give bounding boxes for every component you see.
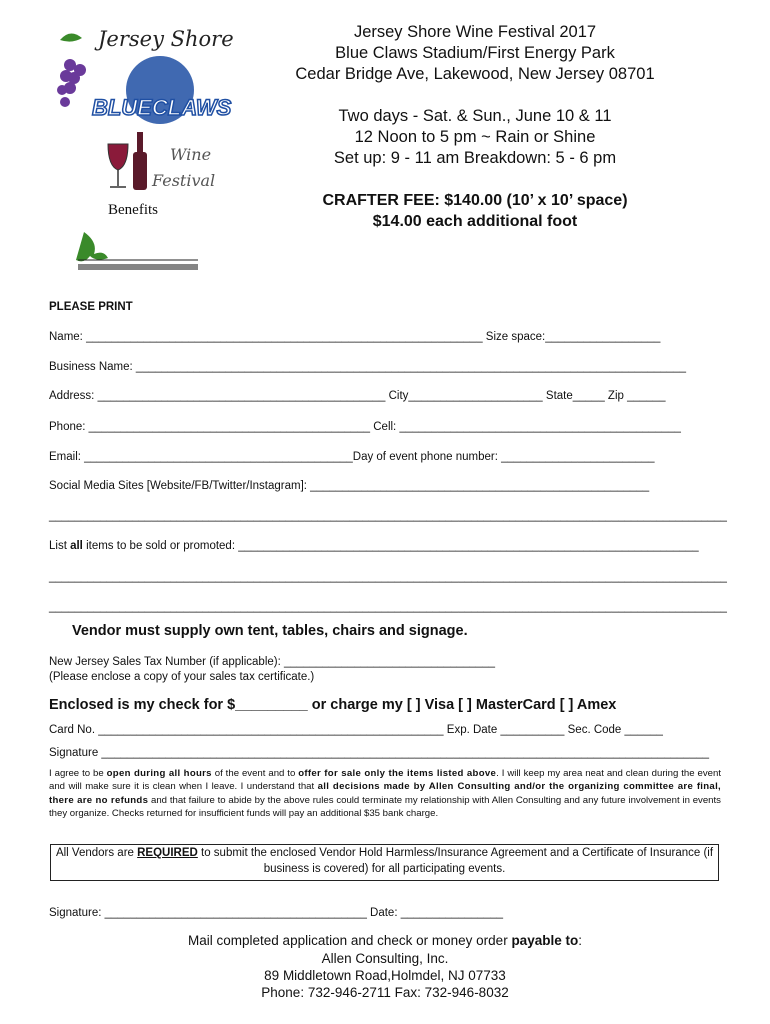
notice-text-1: All Vendors are — [55, 847, 138, 859]
jersey-shore-wine-festival-logo — [40, 20, 234, 200]
company-address: 89 Middletown Road,Holmdel, NJ 07733 — [264, 968, 506, 983]
insurance-notice-box — [50, 844, 719, 881]
company-name: Allen Consulting, Inc. — [321, 951, 449, 966]
setup-breakdown: Set up: 9 - 11 am Breakdown: 5 - 6 pm — [333, 149, 617, 167]
mail-payable-to: payable to — [511, 933, 579, 948]
company-phone-fax: Phone: 732-946-2711 Fax: 732-946-8032 — [261, 985, 509, 1000]
logo-jersey-shore-text: Jersey Shore — [98, 27, 234, 51]
items-line-3[interactable]: __________________________________________________________________________________________________________ — [49, 601, 727, 613]
lizard-icon — [76, 232, 108, 261]
venue-address: Cedar Bridge Ave, Lakewood, New Jersey 08701 — [295, 65, 655, 83]
agreement-text-2: of the event and to — [211, 768, 299, 779]
sponsor-logo — [76, 226, 200, 276]
please-print-label: PLEASE PRINT — [49, 301, 133, 313]
agreement-paragraph — [49, 767, 721, 820]
social-media-field[interactable]: Social Media Sites [Website/FB/Twitter/Instagram]: _____________________________________________________ — [49, 480, 650, 492]
crafter-fee: CRAFTER FEE: $140.00 (10’ x 10’ space) — [322, 192, 628, 209]
logo-blueclaws-text: BLUECLAWS — [92, 95, 232, 120]
mail-colon: : — [578, 933, 582, 948]
items-list-field[interactable] — [49, 539, 699, 553]
logo-festival-text: Festival — [152, 171, 216, 190]
benefits-label: Benefits — [108, 202, 158, 218]
card-number-field[interactable]: Card No. ______________________________________________________ Exp. Date __________ Sec. Code ______ — [49, 724, 663, 736]
venue-name: Blue Claws Stadium/First Energy Park — [335, 44, 615, 62]
agreement-bold-1: open during all hours — [106, 768, 212, 779]
email-field[interactable]: Email: __________________________________________Day of event phone number: ________________________ — [49, 451, 655, 463]
mail-instructions — [150, 932, 620, 950]
agreement-text-1: I agree to be — [49, 768, 107, 779]
items-list-suffix: items to be sold or promoted: ________________________________________________________________________ — [82, 540, 699, 552]
final-signature-date-field[interactable]: Signature: _________________________________________ Date: ________________ — [49, 907, 504, 919]
items-list-prefix: List — [49, 540, 71, 552]
agreement-text-4: and that failure to abide by the above rules could terminate my relationship with Allen Consulting and any future involvement in events they organize. Checks returned for insufficient funds will pay an additional $35 bank charge. — [49, 794, 721, 819]
wine-glass-icon — [108, 144, 128, 187]
card-signature-field[interactable]: Signature _______________________________________________________________________________________________ — [49, 747, 710, 759]
additional-foot-fee: $14.00 each additional foot — [372, 213, 578, 230]
address-field[interactable]: Address: _____________________________________________ City_____________________ State_____ Zip ______ — [49, 390, 666, 402]
tax-certificate-note: (Please enclose a copy of your sales tax certificate.) — [49, 671, 315, 683]
name-field[interactable]: Name: ______________________________________________________________ Size space:__________________ — [49, 331, 661, 343]
wine-bottle-icon — [133, 132, 147, 190]
agreement-bold-2: offer for sale only the items listed above — [298, 768, 497, 779]
phone-field[interactable]: Phone: ____________________________________________ Cell: ____________________________________________ — [49, 421, 681, 433]
event-dates: Two days - Sat. & Sun., June 10 & 11 — [338, 107, 612, 125]
items-line-2[interactable]: __________________________________________________________________________________________________________ — [49, 571, 727, 583]
event-hours: 12 Noon to 5 pm ~ Rain or Shine — [354, 128, 596, 146]
agreement-text-3: . I will keep my area neat and clean during the event and will make sure it is clean when I leave. I understand that — [49, 768, 721, 793]
grapes-icon — [57, 33, 86, 107]
payment-line[interactable]: Enclosed is my check for $_________ or charge my [ ] Visa [ ] MasterCard [ ] Amex — [49, 697, 617, 713]
social-media-line-2[interactable]: __________________________________________________________________________________________________________ — [49, 510, 727, 522]
items-list-all: all — [70, 540, 83, 552]
tax-number-field[interactable]: New Jersey Sales Tax Number (if applicable): _________________________________ — [49, 656, 496, 668]
vendor-supply-notice: Vendor must supply own tent, tables, chairs and signage. — [72, 623, 468, 639]
agreement-bold-3: all decisions made by Allen Consulting and/or the organizing committee are final, there are no refunds — [49, 781, 722, 806]
notice-text-2: to submit the enclosed Vendor Hold Harmless/Insurance Agreement and a Certificate of Insurance (if business is covered) for all participating events. — [197, 847, 714, 875]
logo-wine-text: Wine — [170, 145, 212, 164]
mail-text: Mail completed application and check or money order — [188, 933, 512, 948]
business-name-field[interactable]: Business Name: ______________________________________________________________________________________ — [49, 361, 686, 373]
notice-required: REQUIRED — [137, 847, 198, 859]
event-title: Jersey Shore Wine Festival 2017 — [353, 23, 597, 41]
